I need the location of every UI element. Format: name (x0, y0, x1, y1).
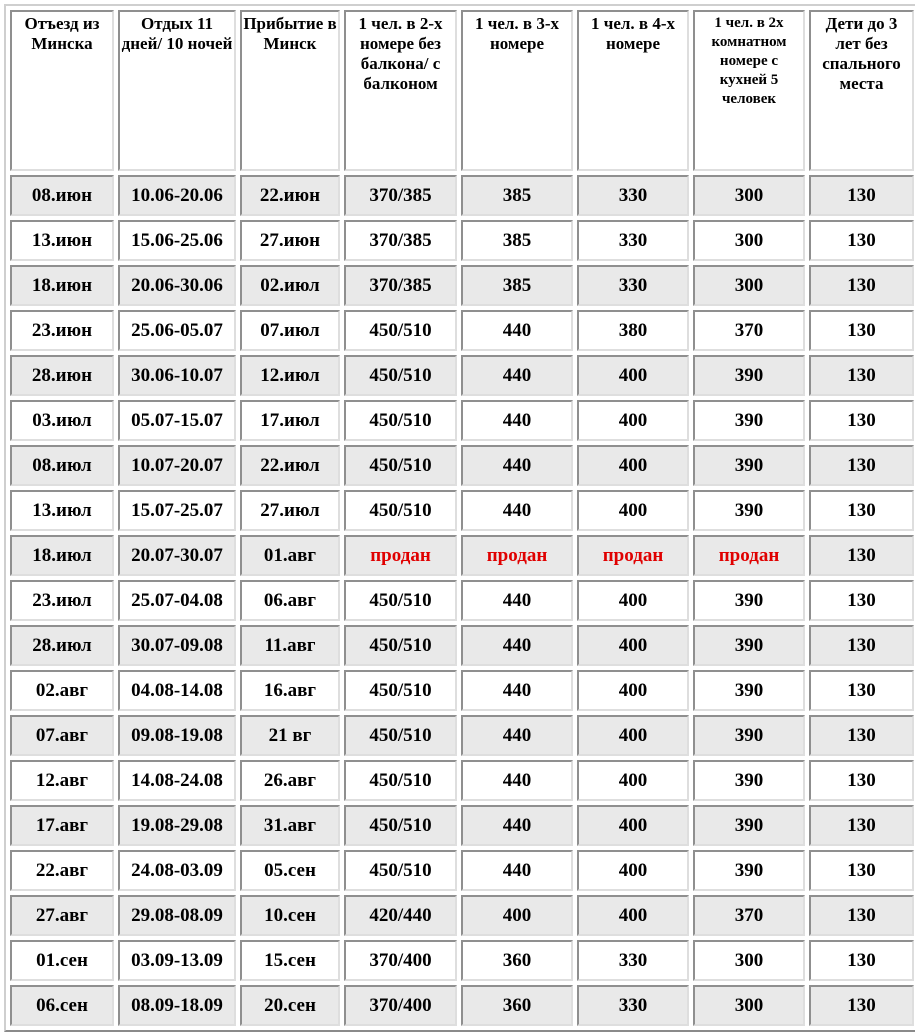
departure-date-cell: 02.авг (10, 670, 114, 711)
arrival-date-cell: 05.сен (240, 850, 340, 891)
table-row (10, 490, 914, 531)
header-children: Дети до 3 лет без спального места (809, 10, 914, 171)
price-triple-cell: 440 (461, 805, 573, 846)
price-triple-cell: 385 (461, 175, 573, 216)
stay-period-cell: 05.07-15.07 (118, 400, 236, 441)
price-double-cell: 450/510 (344, 760, 457, 801)
header-departure: Отъезд из Минска (10, 10, 114, 171)
price-children-cell: 130 (809, 265, 914, 306)
price-triple-cell: 385 (461, 265, 573, 306)
departure-date-cell: 23.июн (10, 310, 114, 351)
table-row (10, 850, 914, 891)
departure-date-cell: 18.июн (10, 265, 114, 306)
table-row (10, 445, 914, 486)
price-quad-cell: 380 (577, 310, 689, 351)
table-row (10, 625, 914, 666)
price-triple-cell: продан (461, 535, 573, 576)
price-children-cell: 130 (809, 625, 914, 666)
stay-period-cell: 25.06-05.07 (118, 310, 236, 351)
stay-period-cell: 29.08-08.09 (118, 895, 236, 936)
price-double-cell: 370/400 (344, 940, 457, 981)
price-quad-cell: 400 (577, 490, 689, 531)
departure-date-cell: 01.сен (10, 940, 114, 981)
departure-date-cell: 07.авг (10, 715, 114, 756)
price-triple-cell: 440 (461, 580, 573, 621)
price-double-cell: 450/510 (344, 670, 457, 711)
price-two-room-cell: 390 (693, 580, 805, 621)
arrival-date-cell: 16.авг (240, 670, 340, 711)
arrival-date-cell: 01.авг (240, 535, 340, 576)
price-double-cell: 450/510 (344, 490, 457, 531)
table-row (10, 175, 914, 216)
price-double-cell: 370/385 (344, 265, 457, 306)
price-children-cell: 130 (809, 670, 914, 711)
price-two-room-cell: 390 (693, 760, 805, 801)
price-double-cell: 450/510 (344, 805, 457, 846)
departure-date-cell: 13.июн (10, 220, 114, 261)
table-row (10, 355, 914, 396)
price-children-cell: 130 (809, 805, 914, 846)
price-triple-cell: 440 (461, 850, 573, 891)
price-triple-cell: 440 (461, 760, 573, 801)
arrival-date-cell: 26.авг (240, 760, 340, 801)
departure-date-cell: 13.июл (10, 490, 114, 531)
table-row (10, 265, 914, 306)
header-two-room-kitchen: 1 чел. в 2х комнатном номере с кухней 5 человек (693, 10, 805, 171)
price-children-cell: 130 (809, 535, 914, 576)
arrival-date-cell: 27.июл (240, 490, 340, 531)
stay-period-cell: 15.06-25.06 (118, 220, 236, 261)
price-double-cell: 450/510 (344, 580, 457, 621)
price-two-room-cell: 300 (693, 940, 805, 981)
price-triple-cell: 360 (461, 940, 573, 981)
price-quad-cell: 400 (577, 805, 689, 846)
price-quad-cell: продан (577, 535, 689, 576)
price-triple-cell: 385 (461, 220, 573, 261)
table-row (10, 760, 914, 801)
price-two-room-cell: 300 (693, 175, 805, 216)
price-triple-cell: 360 (461, 985, 573, 1026)
price-double-cell: 450/510 (344, 850, 457, 891)
arrival-date-cell: 15.сен (240, 940, 340, 981)
departure-date-cell: 22.авг (10, 850, 114, 891)
arrival-date-cell: 02.июл (240, 265, 340, 306)
price-two-room-cell: 300 (693, 220, 805, 261)
price-children-cell: 130 (809, 760, 914, 801)
price-quad-cell: 400 (577, 760, 689, 801)
table-body (10, 175, 914, 1026)
departure-date-cell: 18.июл (10, 535, 114, 576)
header-arrival: Прибытие в Минск (240, 10, 340, 171)
header-quad-room: 1 чел. в 4-х номере (577, 10, 689, 171)
price-double-cell: 450/510 (344, 445, 457, 486)
price-quad-cell: 400 (577, 355, 689, 396)
arrival-date-cell: 11.авг (240, 625, 340, 666)
price-two-room-cell: 370 (693, 895, 805, 936)
departure-date-cell: 23.июл (10, 580, 114, 621)
price-triple-cell: 440 (461, 715, 573, 756)
arrival-date-cell: 17.июл (240, 400, 340, 441)
departure-date-cell: 28.июл (10, 625, 114, 666)
price-triple-cell: 440 (461, 310, 573, 351)
price-children-cell: 130 (809, 715, 914, 756)
price-quad-cell: 400 (577, 850, 689, 891)
header-row (10, 10, 914, 171)
price-two-room-cell: 390 (693, 490, 805, 531)
price-two-room-cell: 390 (693, 670, 805, 711)
price-quad-cell: 330 (577, 940, 689, 981)
price-children-cell: 130 (809, 220, 914, 261)
price-two-room-cell: 390 (693, 400, 805, 441)
price-double-cell: 450/510 (344, 715, 457, 756)
departure-date-cell: 03.июл (10, 400, 114, 441)
price-two-room-cell: 390 (693, 355, 805, 396)
tour-price-table (4, 4, 915, 1032)
arrival-date-cell: 22.июн (240, 175, 340, 216)
arrival-date-cell: 06.авг (240, 580, 340, 621)
price-children-cell: 130 (809, 310, 914, 351)
price-children-cell: 130 (809, 490, 914, 531)
stay-period-cell: 08.09-18.09 (118, 985, 236, 1026)
price-triple-cell: 440 (461, 625, 573, 666)
table-row (10, 715, 914, 756)
header-triple-room: 1 чел. в 3-х номере (461, 10, 573, 171)
price-double-cell: 370/385 (344, 220, 457, 261)
stay-period-cell: 30.06-10.07 (118, 355, 236, 396)
price-quad-cell: 400 (577, 895, 689, 936)
price-table-container (4, 4, 915, 1032)
table-row (10, 310, 914, 351)
price-two-room-cell: 390 (693, 625, 805, 666)
price-triple-cell: 440 (461, 670, 573, 711)
price-children-cell: 130 (809, 355, 914, 396)
price-quad-cell: 400 (577, 580, 689, 621)
price-double-cell: 370/385 (344, 175, 457, 216)
price-quad-cell: 400 (577, 445, 689, 486)
price-children-cell: 130 (809, 580, 914, 621)
header-double-room: 1 чел. в 2-х номере без балкона/ с балконом (344, 10, 457, 171)
price-triple-cell: 400 (461, 895, 573, 936)
table-row (10, 895, 914, 936)
price-quad-cell: 330 (577, 985, 689, 1026)
price-two-room-cell: 370 (693, 310, 805, 351)
price-double-cell: 450/510 (344, 400, 457, 441)
table-row (10, 805, 914, 846)
price-triple-cell: 440 (461, 490, 573, 531)
stay-period-cell: 15.07-25.07 (118, 490, 236, 531)
price-double-cell: продан (344, 535, 457, 576)
price-children-cell: 130 (809, 445, 914, 486)
stay-period-cell: 14.08-24.08 (118, 760, 236, 801)
price-quad-cell: 400 (577, 715, 689, 756)
table-row (10, 985, 914, 1026)
price-two-room-cell: 390 (693, 715, 805, 756)
price-quad-cell: 400 (577, 625, 689, 666)
arrival-date-cell: 27.июн (240, 220, 340, 261)
price-quad-cell: 400 (577, 400, 689, 441)
price-two-room-cell: 300 (693, 985, 805, 1026)
departure-date-cell: 12.авг (10, 760, 114, 801)
departure-date-cell: 17.авг (10, 805, 114, 846)
arrival-date-cell: 20.сен (240, 985, 340, 1026)
price-children-cell: 130 (809, 175, 914, 216)
price-double-cell: 420/440 (344, 895, 457, 936)
table-row (10, 220, 914, 261)
stay-period-cell: 04.08-14.08 (118, 670, 236, 711)
price-two-room-cell: 390 (693, 850, 805, 891)
header-stay: Отдых 11 дней/ 10 ночей (118, 10, 236, 171)
price-double-cell: 450/510 (344, 355, 457, 396)
table-row (10, 580, 914, 621)
stay-period-cell: 24.08-03.09 (118, 850, 236, 891)
departure-date-cell: 08.июн (10, 175, 114, 216)
price-two-room-cell: 390 (693, 445, 805, 486)
departure-date-cell: 08.июл (10, 445, 114, 486)
price-two-room-cell: 390 (693, 805, 805, 846)
departure-date-cell: 06.сен (10, 985, 114, 1026)
price-children-cell: 130 (809, 400, 914, 441)
departure-date-cell: 27.авг (10, 895, 114, 936)
stay-period-cell: 10.06-20.06 (118, 175, 236, 216)
price-two-room-cell: 300 (693, 265, 805, 306)
departure-date-cell: 28.июн (10, 355, 114, 396)
stay-period-cell: 20.06-30.06 (118, 265, 236, 306)
stay-period-cell: 09.08-19.08 (118, 715, 236, 756)
arrival-date-cell: 21 вг (240, 715, 340, 756)
arrival-date-cell: 31.авг (240, 805, 340, 846)
price-double-cell: 370/400 (344, 985, 457, 1026)
arrival-date-cell: 12.июл (240, 355, 340, 396)
table-row (10, 535, 914, 576)
price-quad-cell: 400 (577, 670, 689, 711)
price-quad-cell: 330 (577, 265, 689, 306)
arrival-date-cell: 07.июл (240, 310, 340, 351)
stay-period-cell: 20.07-30.07 (118, 535, 236, 576)
stay-period-cell: 10.07-20.07 (118, 445, 236, 486)
arrival-date-cell: 10.сен (240, 895, 340, 936)
price-children-cell: 130 (809, 985, 914, 1026)
stay-period-cell: 03.09-13.09 (118, 940, 236, 981)
table-row (10, 670, 914, 711)
stay-period-cell: 19.08-29.08 (118, 805, 236, 846)
price-children-cell: 130 (809, 895, 914, 936)
stay-period-cell: 30.07-09.08 (118, 625, 236, 666)
price-quad-cell: 330 (577, 220, 689, 261)
price-children-cell: 130 (809, 940, 914, 981)
price-triple-cell: 440 (461, 445, 573, 486)
price-two-room-cell: продан (693, 535, 805, 576)
price-quad-cell: 330 (577, 175, 689, 216)
stay-period-cell: 25.07-04.08 (118, 580, 236, 621)
table-row (10, 400, 914, 441)
table-row (10, 940, 914, 981)
price-triple-cell: 440 (461, 355, 573, 396)
price-double-cell: 450/510 (344, 625, 457, 666)
arrival-date-cell: 22.июл (240, 445, 340, 486)
price-triple-cell: 440 (461, 400, 573, 441)
price-double-cell: 450/510 (344, 310, 457, 351)
price-children-cell: 130 (809, 850, 914, 891)
